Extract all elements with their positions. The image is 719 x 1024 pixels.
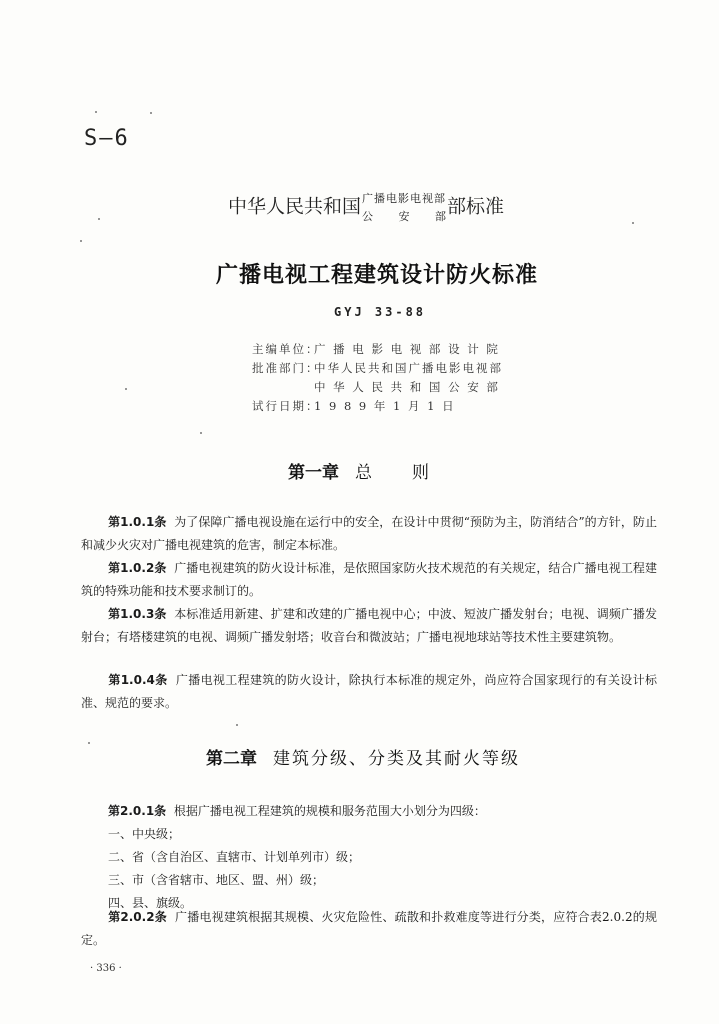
meta-value: 中华人民共和国广播电影电视部 <box>314 361 503 375</box>
clause-text: 广播电视工程建筑的防火设计，除执行本标准的规定外，尚应符合国家现行的有关设计标准、规范的要求。 <box>81 673 657 710</box>
ministry-bottom-right: 部 <box>435 210 447 223</box>
clause-1-0-3 <box>81 603 657 649</box>
meta-key <box>252 378 314 397</box>
meta-row <box>252 340 503 359</box>
standard-code: GYJ 33-88 <box>334 305 427 319</box>
ministry-bottom-mid: 安 <box>398 210 410 223</box>
scan-speck <box>632 222 634 224</box>
chapter-number: 第二章 <box>206 749 257 769</box>
chapter-heading-1 <box>288 458 431 483</box>
meta-value: 广 播 电 影 电 视 部 设 计 院 <box>314 342 500 356</box>
chapter-title: 总 则 <box>355 463 431 483</box>
scan-speck <box>150 112 152 114</box>
clause-label: 第2.0.1条 <box>108 804 167 818</box>
level-item: 三、市（含省辖市、地区、盟、州）级； <box>108 873 325 887</box>
chapter-number: 第一章 <box>288 463 339 483</box>
clause-2-0-1 <box>81 800 657 823</box>
page-number: · 336 · <box>90 963 122 974</box>
standard-suffix: 部标准 <box>447 195 505 218</box>
clause-text: 为了保障广播电视设施在运行中的安全，在设计中贯彻“预防为主，防消结合”的方针，防止和减少火灾对广播电视建筑的危害，制定本标准。 <box>81 515 657 552</box>
clause-label: 第1.0.4条 <box>108 673 168 687</box>
meta-key: 主编单位： <box>252 342 320 356</box>
clause-label: 第2.0.2条 <box>108 910 167 924</box>
ministry-top: 广播电影电视部 <box>362 192 447 205</box>
clause-text: 广播电视建筑根据其规模、火灾危险性、疏散和扑救难度等进行分类，应符合表2.0.2的规定。 <box>81 910 657 947</box>
clause-label: 第1.0.1条 <box>108 515 167 529</box>
clause-label: 第1.0.2条 <box>108 561 167 575</box>
level-item: 二、省（含自治区、直辖市、计划单列市）级； <box>108 850 361 864</box>
standard-prefix: 中华人民共和国 <box>228 195 362 218</box>
scan-speck <box>95 111 97 113</box>
clause-text: 本标准适用新建、扩建和改建的广播电视中心；中波、短波广播发射台；电视、调频广播发射台；有塔楼建筑的电视、调频广播发射塔；收音台和微波站；广播电视地球站等技术性主要建筑物。 <box>81 607 657 644</box>
ministry-bottom-left: 公 <box>362 210 374 223</box>
meta-row <box>252 397 503 416</box>
document-title: 广播电视工程建筑设计防火标准 <box>216 263 539 288</box>
meta-key: 试行日期： <box>252 399 320 413</box>
meta-row <box>252 359 503 378</box>
scan-speck <box>125 388 127 390</box>
meta-value: 1 9 8 9 年 1 月 1 日 <box>314 399 456 413</box>
page-mark: S—6 <box>84 126 130 151</box>
level-item: 一、中央级； <box>108 827 181 841</box>
level-item: 四、县、旗级。 <box>108 896 193 910</box>
clause-1-0-1 <box>81 511 657 557</box>
clause-1-0-2 <box>81 557 657 603</box>
clause-2-0-2 <box>81 906 657 952</box>
ministry-stack <box>362 190 446 224</box>
chapter-title: 建筑分级、分类及其耐火等级 <box>273 749 520 769</box>
clause-text: 根据广播电视工程建筑的规模和服务范围大小划分为四级： <box>173 804 486 818</box>
meta-value: 中 华 人 民 共 和 国 公 安 部 <box>314 380 500 394</box>
meta-row <box>252 378 503 397</box>
scan-speck <box>200 432 202 434</box>
meta-key: 批准部门： <box>252 361 320 375</box>
scan-speck <box>88 742 90 744</box>
meta-block <box>252 340 503 416</box>
scan-speck <box>98 218 100 220</box>
scan-speck <box>80 240 82 242</box>
clause-label: 第1.0.3条 <box>108 607 167 621</box>
clause-text: 广播电视建筑的防火设计标准，是依照国家防火技术规范的有关规定，结合广播电视工程建筑的特殊功能和技术要求制订的。 <box>81 561 657 598</box>
scan-speck <box>236 724 238 726</box>
clause-1-0-4 <box>81 669 657 715</box>
chapter-heading-2 <box>206 744 520 769</box>
standard-issuer-line <box>228 190 504 224</box>
